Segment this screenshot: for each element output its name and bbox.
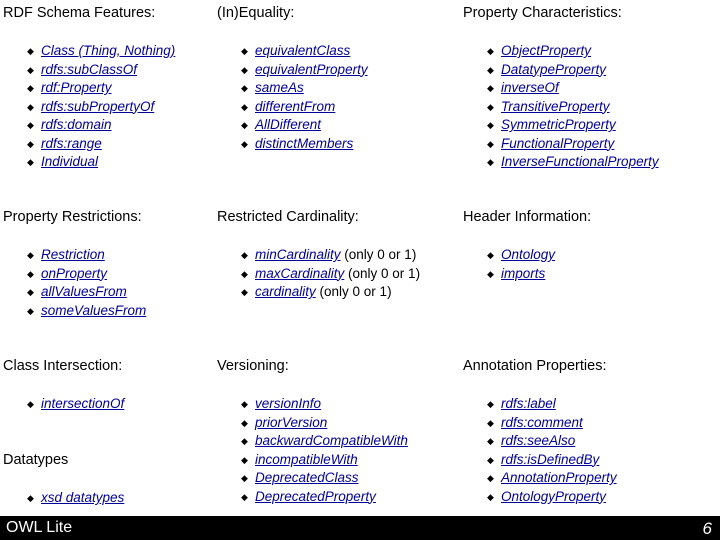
item-list: [217, 42, 368, 153]
diamond-bullet-icon: ◆: [27, 64, 34, 75]
diamond-bullet-icon: ◆: [241, 64, 248, 75]
list-item: [463, 432, 617, 451]
page-number: 6: [702, 519, 712, 538]
list-item: [463, 153, 659, 172]
section-title: Header Information:: [463, 209, 592, 225]
section-in-equality: [217, 4, 368, 153]
section-header-information: [463, 208, 591, 283]
diamond-bullet-icon: ◆: [241, 436, 248, 446]
list-item: [3, 302, 146, 321]
list-item: [217, 451, 408, 470]
section-title: (In)Equality:: [217, 5, 295, 21]
list-item: [3, 61, 175, 80]
term-link[interactable]: DeprecatedProperty: [255, 488, 376, 504]
list-item: [217, 246, 420, 265]
term-note: (only 0 or 1): [340, 247, 417, 262]
list-item: [3, 98, 175, 117]
term-link[interactable]: rdf:Property: [41, 80, 112, 95]
section-restricted-cardinality: [217, 208, 420, 302]
list-item: [463, 61, 659, 80]
section-rdf-schema-features: [3, 4, 175, 172]
term-link[interactable]: xsd datatypes: [41, 490, 125, 505]
diamond-bullet-icon: ◆: [241, 101, 248, 112]
list-item: [3, 265, 146, 284]
term-link[interactable]: intersectionOf: [41, 396, 125, 411]
term-link[interactable]: priorVersion: [255, 414, 328, 430]
term-note: (only 0 or 1): [344, 265, 421, 281]
list-item: [463, 265, 591, 284]
diamond-bullet-icon: ◆: [241, 46, 248, 56]
diamond-bullet-icon: ◆: [27, 305, 34, 316]
diamond-bullet-icon: ◆: [241, 138, 248, 149]
diamond-bullet-icon: ◆: [487, 101, 494, 112]
list-item: [217, 61, 368, 80]
term-link[interactable]: OntologyProperty: [501, 488, 607, 504]
list-item: [217, 395, 408, 414]
list-item: [217, 432, 408, 451]
diamond-bullet-icon: ◆: [27, 493, 34, 503]
list-item: [3, 42, 175, 61]
section-versioning: [217, 357, 408, 506]
item-list: [3, 42, 175, 172]
diamond-bullet-icon: ◆: [487, 250, 494, 260]
diamond-bullet-icon: ◆: [487, 436, 494, 446]
term-link[interactable]: cardinality: [255, 284, 316, 299]
diamond-bullet-icon: ◆: [487, 491, 494, 502]
term-link[interactable]: Individual: [41, 154, 99, 169]
list-item: [3, 246, 146, 265]
item-list: [217, 246, 420, 302]
list-item: [217, 135, 368, 154]
term-link[interactable]: backwardCompatibleWith: [255, 433, 408, 448]
term-link[interactable]: rdfs:seeAlso: [501, 433, 576, 448]
term-link[interactable]: AllDifferent: [255, 117, 322, 132]
term-link[interactable]: onProperty: [41, 265, 108, 281]
list-item: [3, 283, 146, 302]
diamond-bullet-icon: ◆: [241, 268, 248, 279]
list-item: [463, 395, 617, 414]
item-list: [3, 395, 124, 414]
term-link[interactable]: equivalentProperty: [255, 61, 368, 77]
diamond-bullet-icon: ◆: [241, 250, 248, 260]
term-link[interactable]: ObjectProperty: [501, 43, 592, 58]
section-title: Restricted Cardinality:: [217, 209, 359, 225]
section-title: Datatypes: [3, 452, 69, 468]
diamond-bullet-icon: ◆: [487, 399, 494, 409]
term-link[interactable]: FunctionalProperty: [501, 135, 615, 151]
list-item: [217, 414, 408, 433]
term-link[interactable]: someValuesFrom: [41, 302, 147, 318]
term-link[interactable]: SymmetricProperty: [501, 117, 616, 132]
footer-title: OWL Lite: [6, 519, 73, 536]
list-item: [463, 246, 591, 265]
diamond-bullet-icon: ◆: [27, 101, 34, 112]
section-title: Class Intersection:: [3, 358, 123, 374]
list-item: [3, 79, 175, 98]
term-link[interactable]: AnnotationProperty: [501, 470, 617, 485]
list-item: [3, 395, 124, 414]
slide-footer: [0, 516, 720, 540]
list-item: [463, 42, 659, 61]
list-item: [463, 135, 659, 154]
term-link[interactable]: rdfs:range: [41, 135, 102, 151]
diamond-bullet-icon: ◆: [487, 46, 494, 56]
list-item: [3, 489, 124, 508]
term-note: (only 0 or 1): [315, 284, 392, 299]
term-link[interactable]: minCardinality: [255, 247, 341, 262]
list-item: [217, 116, 368, 135]
item-list: [3, 246, 146, 320]
item-list: [463, 395, 617, 506]
section-title: RDF Schema Features:: [3, 5, 156, 21]
list-item: [3, 135, 175, 154]
term-link[interactable]: inverseOf: [501, 80, 559, 95]
term-link[interactable]: incompatibleWith: [255, 451, 358, 467]
term-link[interactable]: Restriction: [41, 247, 105, 262]
term-link[interactable]: TransitiveProperty: [501, 98, 610, 114]
list-item: [463, 414, 617, 433]
term-link[interactable]: DatatypeProperty: [501, 61, 607, 77]
diamond-bullet-icon: ◆: [241, 417, 248, 428]
term-link[interactable]: differentFrom: [255, 98, 336, 114]
diamond-bullet-icon: ◆: [241, 491, 248, 502]
list-item: [217, 283, 420, 302]
item-list: [463, 246, 591, 283]
diamond-bullet-icon: ◆: [241, 454, 248, 465]
section-class-intersection: [3, 357, 124, 414]
item-list: [3, 489, 124, 508]
item-list: [217, 395, 408, 506]
diamond-bullet-icon: ◆: [487, 454, 494, 465]
list-item: [463, 98, 659, 117]
list-item: [217, 42, 368, 61]
term-link[interactable]: imports: [501, 265, 546, 281]
list-item: [463, 79, 659, 98]
list-item: [217, 79, 368, 98]
diamond-bullet-icon: ◆: [487, 138, 494, 149]
section-property-restrictions: [3, 208, 146, 320]
term-link[interactable]: sameAs: [255, 80, 304, 95]
section-datatypes: [3, 451, 124, 508]
list-item: [217, 469, 408, 488]
diamond-bullet-icon: ◆: [27, 157, 34, 167]
section-title: Property Characteristics:: [463, 5, 622, 21]
diamond-bullet-icon: ◆: [27, 399, 34, 409]
term-link[interactable]: DeprecatedClass: [255, 470, 359, 485]
diamond-bullet-icon: ◆: [487, 417, 494, 428]
diamond-bullet-icon: ◆: [241, 120, 248, 130]
item-list: [463, 42, 659, 172]
list-item: [217, 265, 420, 284]
term-link[interactable]: versionInfo: [255, 396, 322, 411]
section-title: Annotation Properties:: [463, 358, 607, 374]
term-link[interactable]: allValuesFrom: [41, 284, 127, 299]
diamond-bullet-icon: ◆: [241, 473, 248, 483]
diamond-bullet-icon: ◆: [487, 120, 494, 130]
list-item: [217, 98, 368, 117]
diamond-bullet-icon: ◆: [27, 268, 34, 279]
diamond-bullet-icon: ◆: [487, 157, 494, 167]
diamond-bullet-icon: ◆: [27, 250, 34, 260]
diamond-bullet-icon: ◆: [241, 399, 248, 409]
section-title: Property Restrictions:: [3, 209, 142, 225]
term-link[interactable]: equivalentClass: [255, 43, 351, 58]
diamond-bullet-icon: ◆: [27, 46, 34, 56]
diamond-bullet-icon: ◆: [487, 268, 494, 279]
diamond-bullet-icon: ◆: [27, 138, 34, 149]
list-item: [3, 116, 175, 135]
list-item: [3, 153, 175, 172]
term-link[interactable]: Ontology: [501, 247, 556, 262]
section-title: Versioning:: [217, 358, 289, 374]
term-link[interactable]: rdfs:isDefinedBy: [501, 451, 600, 467]
diamond-bullet-icon: ◆: [487, 64, 494, 75]
section-property-characteristics: [463, 4, 659, 172]
section-annotation-properties: [463, 357, 617, 506]
list-item: [463, 116, 659, 135]
diamond-bullet-icon: ◆: [241, 287, 248, 297]
term-link[interactable]: maxCardinality: [255, 265, 345, 281]
diamond-bullet-icon: ◆: [487, 473, 494, 483]
diamond-bullet-icon: ◆: [487, 83, 494, 93]
list-item: [463, 488, 617, 507]
term-link[interactable]: Class (Thing, Nothing): [41, 43, 176, 58]
term-link[interactable]: rdfs:label: [501, 396, 556, 411]
term-link[interactable]: rdfs:comment: [501, 414, 583, 430]
list-item: [463, 451, 617, 470]
diamond-bullet-icon: ◆: [241, 83, 248, 93]
list-item: [217, 488, 408, 507]
diamond-bullet-icon: ◆: [27, 120, 34, 130]
term-link[interactable]: distinctMembers: [255, 135, 354, 151]
term-link[interactable]: rdfs:subPropertyOf: [41, 98, 155, 114]
term-link[interactable]: rdfs:subClassOf: [41, 61, 138, 77]
list-item: [463, 469, 617, 488]
diamond-bullet-icon: ◆: [27, 287, 34, 297]
term-link[interactable]: InverseFunctionalProperty: [501, 154, 659, 169]
diamond-bullet-icon: ◆: [27, 83, 34, 93]
term-link[interactable]: rdfs:domain: [41, 117, 112, 132]
